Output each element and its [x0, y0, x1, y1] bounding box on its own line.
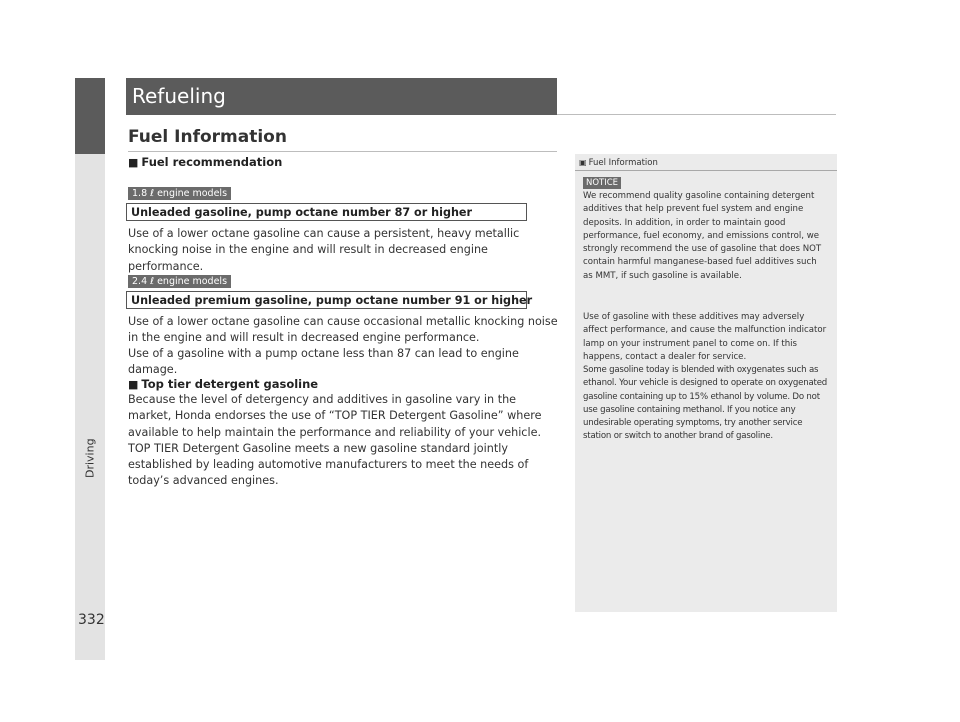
title-divider: [557, 114, 836, 115]
chapter-label: Driving: [83, 438, 97, 478]
page-title: Refueling: [126, 78, 557, 115]
square-bullet-icon: ■: [128, 378, 139, 391]
section-divider: [128, 151, 557, 152]
fuel-paragraph-3: Use of a gasoline with a pump octane less than 87 can lead to engine damage.: [128, 347, 519, 377]
engine-tag-2: 2.4 ℓ engine models: [128, 275, 231, 288]
top-tier-paragraph: Because the level of detergency and additives in gasoline vary in the market, Honda endorses the use of “TOP TIER Detergent Gasoline” where available to help maintain the performance and reliability of your vehicle. TOP TIER Detergent Gasoline meets a new gasoline standard jointly established by leading automotive manufacturers to meet the needs of today’s advanced engines.: [128, 393, 542, 488]
square-bullet-icon: ■: [128, 156, 139, 169]
note-divider: [575, 170, 837, 171]
fuel-spec-box-2: Unleaded premium gasoline, pump octane number 91 or higher: [126, 291, 527, 309]
fuel-recommendation-heading: ■ Fuel recommendation: [128, 155, 283, 169]
section-title: Fuel Information: [128, 127, 287, 147]
fuel-spec-box-1: Unleaded gasoline, pump octane number 87 or higher: [126, 203, 527, 221]
note-paragraph-3: Some gasoline today is blended with oxygenates such as ethanol. Your vehicle is designed to operate on oxygenated gasoline containing up to 15% ethanol by volume. Do not use gasoline containing methanol. If you notice any undesirable operating symptoms, try another service station or switch to another brand of gasoline.: [583, 365, 828, 442]
note-paragraph-1: We recommend quality gasoline containing detergent additives that help prevent fuel system and engine deposits. In addition, in order to maintain good performance, fuel economy, and emissions control, we strongly recommend the use of gasoline that does NOT contain harmful manganese-based fuel additives such as MMT, if such gasoline is available.: [583, 191, 822, 281]
note-paragraph-2: Use of gasoline with these additives may adversely affect performance, and cause the malfunction indicator lamp on your instrument panel to come on. If this happens, contact a dealer for service.: [583, 312, 827, 362]
engine-tag-1: 1.8 ℓ engine models: [128, 187, 231, 200]
page-number: 332: [78, 612, 105, 628]
reference-icon: ▣: [579, 158, 587, 167]
fuel-paragraph-1: Use of a lower octane gasoline can cause a persistent, heavy metallic knocking noise in the engine and will result in decreased engine performance.: [128, 227, 520, 273]
note-heading: ▣ Fuel Information: [579, 158, 658, 168]
fuel-paragraph-2: Use of a lower octane gasoline can cause occasional metallic knocking noise in the engine and will result in decreased engine performance.: [128, 315, 558, 345]
side-tab-marker: [75, 78, 105, 154]
top-tier-heading: ■ Top tier detergent gasoline: [128, 377, 319, 391]
side-tab: [75, 78, 105, 660]
notice-badge: NOTICE: [583, 177, 621, 189]
